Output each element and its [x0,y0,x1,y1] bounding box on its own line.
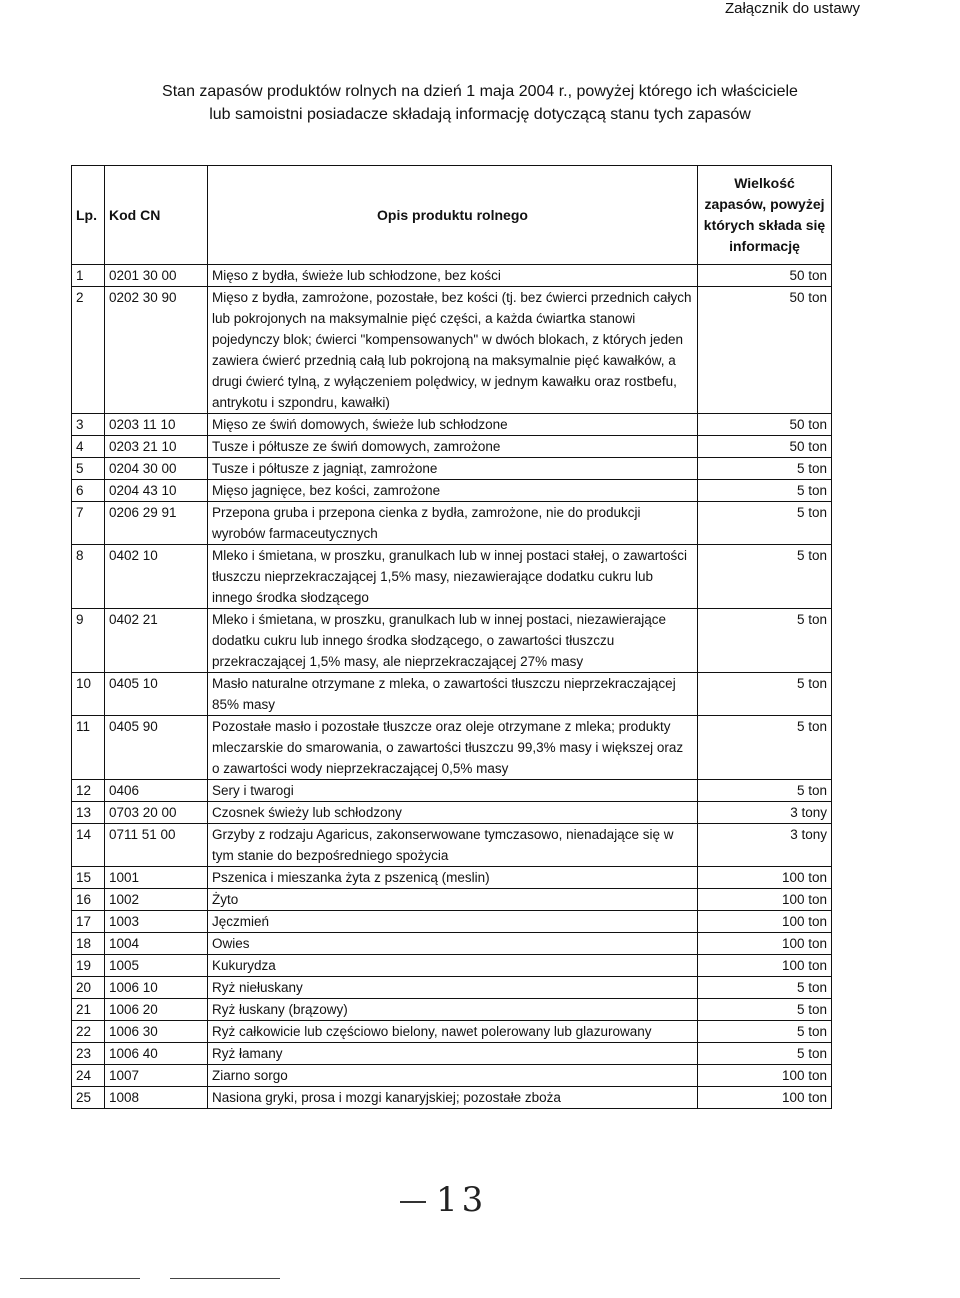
cell-lp: 24 [72,1065,105,1087]
cell-wielkosc: 5 ton [698,480,832,502]
cell-kod-cn: 1005 [105,955,208,977]
cell-kod-cn: 0204 30 00 [105,458,208,480]
page-number: 13 [436,1180,488,1220]
cell-kod-cn: 0201 30 00 [105,265,208,287]
cell-kod-cn: 0405 90 [105,716,208,780]
table-body [72,265,832,1109]
cell-lp: 13 [72,802,105,824]
cell-kod-cn: 0402 10 [105,545,208,609]
document-title [70,80,890,126]
cell-opis: Przepona gruba i przepona cienka z bydła, zamrożone, nie do produkcji wyrobów farmaceutycznych [208,502,698,545]
cell-opis: Grzyby z rodzaju Agaricus, zakonserwowane tymczasowo, nienadające się w tym stanie do bezpośredniego spożycia [208,824,698,867]
cell-opis: Mięso z bydła, świeże lub schłodzone, bez kości [208,265,698,287]
cell-lp: 3 [72,414,105,436]
cell-opis: Czosnek świeży lub schłodzony [208,802,698,824]
cell-opis: Owies [208,933,698,955]
cell-wielkosc: 100 ton [698,889,832,911]
cell-opis: Mięso ze świń domowych, świeże lub schłodzone [208,414,698,436]
cell-kod-cn: 0703 20 00 [105,802,208,824]
title-line-1: Stan zapasów produktów rolnych na dzień 1 maja 2004 r., powyżej którego ich właściciele [162,83,798,100]
cell-lp: 6 [72,480,105,502]
table-row [72,673,832,716]
cell-wielkosc: 5 ton [698,977,832,999]
cell-kod-cn: 0406 [105,780,208,802]
table-row [72,414,832,436]
table-row [72,911,832,933]
table-row [72,867,832,889]
title-line-2: lub samoistni posiadacze składają informację dotyczącą stanu tych zapasów [209,106,751,123]
cell-lp: 5 [72,458,105,480]
cell-wielkosc: 100 ton [698,933,832,955]
cell-lp: 11 [72,716,105,780]
table-row [72,1043,832,1065]
cell-lp: 4 [72,436,105,458]
annex-label: Załącznik do ustawy [724,0,860,17]
cell-opis: Sery i twarogi [208,780,698,802]
cell-opis: Mięso jagnięce, bez kości, zamrożone [208,480,698,502]
cell-kod-cn: 1006 20 [105,999,208,1021]
cell-lp: 23 [72,1043,105,1065]
cell-lp: 25 [72,1087,105,1109]
table-row [72,889,832,911]
cell-kod-cn: 1003 [105,911,208,933]
table-row [72,824,832,867]
cell-opis: Tusze i półtusze z jagniąt, zamrożone [208,458,698,480]
cell-wielkosc: 50 ton [698,287,832,414]
cell-lp: 14 [72,824,105,867]
cell-opis: Kukurydza [208,955,698,977]
cell-opis: Mleko i śmietana, w proszku, granulkach lub w innej postaci stałej, o zawartości tłuszczu nieprzekraczającej 1,5% masy, niezawierające dodatku cukru lub innego środka słodzącego [208,545,698,609]
cell-lp: 20 [72,977,105,999]
cell-kod-cn: 1006 30 [105,1021,208,1043]
table-row [72,716,832,780]
cell-opis: Pozostałe masło i pozostałe tłuszcze oraz oleje otrzymane z mleka; produkty mleczarskie do smarowania, o zawartości tłuszczu 99,3% masy i większej oraz o zawartości wody nieprzekraczającej 0,5% masy [208,716,698,780]
cell-kod-cn: 1001 [105,867,208,889]
cell-lp: 16 [72,889,105,911]
cell-wielkosc: 100 ton [698,955,832,977]
header-lp: Lp. [72,166,105,265]
cell-kod-cn: 0711 51 00 [105,824,208,867]
cell-kod-cn: 1008 [105,1087,208,1109]
stock-threshold-table [71,165,832,1109]
cell-kod-cn: 0202 30 90 [105,287,208,414]
cell-kod-cn: 1007 [105,1065,208,1087]
cell-wielkosc: 5 ton [698,780,832,802]
cell-lp: 15 [72,867,105,889]
cell-wielkosc: 50 ton [698,265,832,287]
cell-lp: 9 [72,609,105,673]
table-row [72,780,832,802]
cell-opis: Nasiona gryki, prosa i mozgi kanaryjskiej; pozostałe zboża [208,1087,698,1109]
cell-kod-cn: 0405 10 [105,673,208,716]
cell-kod-cn: 0203 11 10 [105,414,208,436]
table-row [72,1021,832,1043]
cell-wielkosc: 5 ton [698,716,832,780]
table-row [72,458,832,480]
cell-opis: Ziarno sorgo [208,1065,698,1087]
cell-opis: Ryż niełuskany [208,977,698,999]
cell-lp: 22 [72,1021,105,1043]
cell-wielkosc: 100 ton [698,1087,832,1109]
cell-lp: 19 [72,955,105,977]
cell-wielkosc: 5 ton [698,609,832,673]
cell-wielkosc: 5 ton [698,545,832,609]
cell-lp: 17 [72,911,105,933]
cell-kod-cn: 0203 21 10 [105,436,208,458]
cell-kod-cn: 1002 [105,889,208,911]
cell-lp: 18 [72,933,105,955]
cell-lp: 8 [72,545,105,609]
cell-kod-cn: 1006 10 [105,977,208,999]
header-opis: Opis produktu rolnego [208,166,698,265]
header-kod-cn: Kod CN [105,166,208,265]
table-row [72,977,832,999]
table-row [72,802,832,824]
cell-wielkosc: 5 ton [698,1021,832,1043]
scan-artifact-line [170,1278,280,1279]
table-row [72,1087,832,1109]
table-row [72,1065,832,1087]
cell-lp: 12 [72,780,105,802]
cell-wielkosc: 100 ton [698,911,832,933]
cell-opis: Jęczmień [208,911,698,933]
table-row [72,609,832,673]
cell-wielkosc: 50 ton [698,436,832,458]
table-row [72,999,832,1021]
table-header-row [72,166,832,265]
cell-opis: Pszenica i mieszanka żyta z pszenicą (meslin) [208,867,698,889]
table-row [72,480,832,502]
table-row [72,436,832,458]
cell-lp: 21 [72,999,105,1021]
cell-wielkosc: 100 ton [698,867,832,889]
page-footer [400,1180,487,1220]
header-wielkosc: Wielkość zapasów, powyżej których składa się informację [698,166,832,265]
cell-kod-cn: 0402 21 [105,609,208,673]
cell-opis: Masło naturalne otrzymane z mleka, o zawartości tłuszczu nieprzekraczającej 85% masy [208,673,698,716]
table-row [72,287,832,414]
footer-dash [400,1201,426,1203]
cell-wielkosc: 5 ton [698,673,832,716]
table-row [72,502,832,545]
cell-wielkosc: 5 ton [698,999,832,1021]
cell-opis: Tusze i półtusze ze świń domowych, zamrożone [208,436,698,458]
cell-wielkosc: 100 ton [698,1065,832,1087]
cell-lp: 7 [72,502,105,545]
cell-kod-cn: 1006 40 [105,1043,208,1065]
cell-wielkosc: 5 ton [698,458,832,480]
cell-lp: 10 [72,673,105,716]
cell-wielkosc: 5 ton [698,1043,832,1065]
cell-opis: Ryż łuskany (brązowy) [208,999,698,1021]
table-row [72,955,832,977]
cell-opis: Mleko i śmietana, w proszku, granulkach lub w innej postaci, niezawierające dodatku cukru lub innego środka słodzącego, o zawartości tłuszczu przekraczającej 1,5% masy, ale nieprzekraczającej 27% masy [208,609,698,673]
cell-opis: Ryż całkowicie lub częściowo bielony, nawet polerowany lub glazurowany [208,1021,698,1043]
table-row [72,933,832,955]
cell-wielkosc: 3 tony [698,824,832,867]
cell-kod-cn: 1004 [105,933,208,955]
cell-opis: Żyto [208,889,698,911]
cell-wielkosc: 3 tony [698,802,832,824]
cell-lp: 1 [72,265,105,287]
cell-lp: 2 [72,287,105,414]
table-row [72,265,832,287]
scan-artifact-line [20,1278,140,1279]
cell-wielkosc: 5 ton [698,502,832,545]
cell-kod-cn: 0206 29 91 [105,502,208,545]
cell-opis: Ryż łamany [208,1043,698,1065]
cell-opis: Mięso z bydła, zamrożone, pozostałe, bez kości (tj. bez ćwierci przednich całych lub pokrojonych na maksymalnie pięć części, a każda ćwiartka stanowi pojedynczy blok; ćwierci "kompensowanych" w dwóch blokach, z których jeden zawiera ćwierć przednią całą lub pokrojoną na maksymalnie pięć kawałków, a drugi ćwierć tylną, z wyłączeniem polędwicy, w jednym kawałku oraz rostbefu, antrykotu i szpondru, kawałki) [208,287,698,414]
cell-wielkosc: 50 ton [698,414,832,436]
table-row [72,545,832,609]
cell-kod-cn: 0204 43 10 [105,480,208,502]
